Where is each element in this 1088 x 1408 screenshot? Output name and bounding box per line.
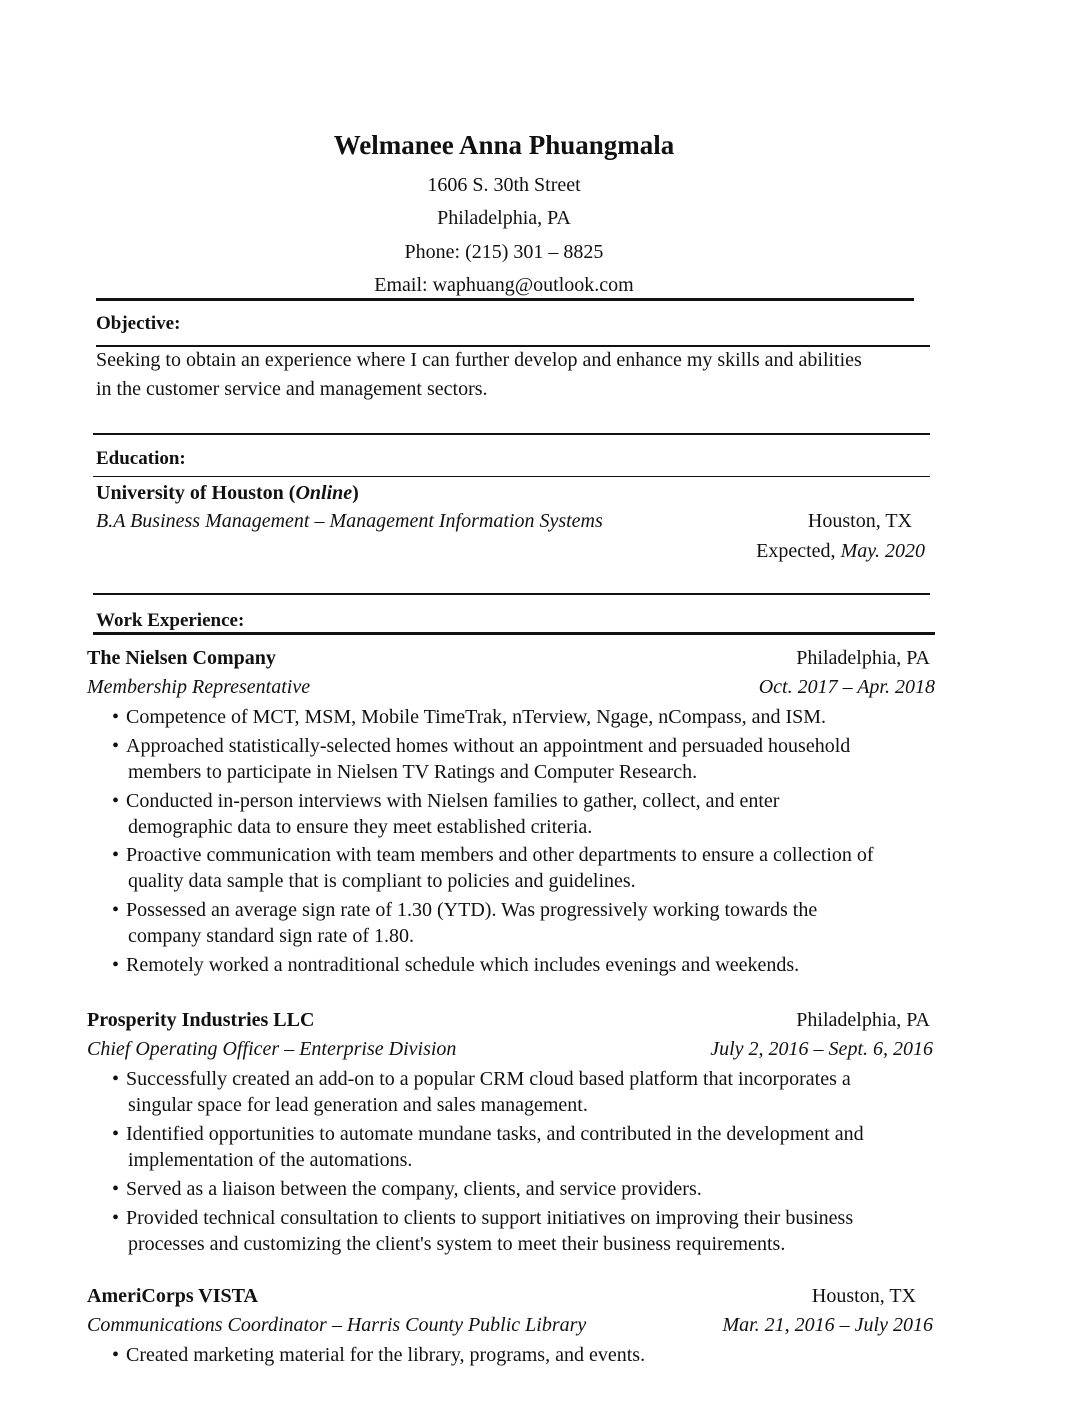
- company-name: AmeriCorps VISTA: [87, 1285, 258, 1307]
- company-name: The Nielsen Company: [87, 647, 276, 669]
- header-divider: [96, 298, 914, 301]
- company-name: Prosperity Industries LLC: [87, 1009, 315, 1031]
- job-bullet: • Provided technical consultation to clients to support initiatives on improving their business processes and customizing the client's system to meet their business requirements.: [112, 1207, 854, 1255]
- job-bullet: • Approached statistically-selected homes without an appointment and persuaded household members to participate in Nielsen TV Ratings and Computer Research.: [112, 735, 851, 783]
- work-divider: [93, 632, 935, 635]
- job-bullet: • Identified opportunities to automate mundane tasks, and contributed in the development and implementation of the automations.: [112, 1123, 864, 1171]
- objective-divider: [96, 345, 930, 347]
- job-location: Philadelphia, PA: [796, 1009, 930, 1031]
- job-bullet: • Successfully created an add-on to a popular CRM cloud based platform that incorporates a singular space for lead generation and sales management.: [112, 1068, 851, 1116]
- job-dates: Oct. 2017 – Apr. 2018: [758, 676, 935, 698]
- job-location: Philadelphia, PA: [796, 647, 930, 669]
- address-street: 1606 S. 30th Street: [427, 174, 581, 196]
- job-bullet: • Remotely worked a nontraditional schedule which includes evenings and weekends.: [112, 954, 800, 976]
- job-dates: Mar. 21, 2016 – July 2016: [722, 1314, 933, 1336]
- job-dates: July 2, 2016 – Sept. 6, 2016: [710, 1038, 933, 1060]
- email-address: Email: waphuang@outlook.com: [374, 274, 634, 296]
- education-heading: Education:: [96, 448, 186, 469]
- objective-heading: Objective:: [96, 313, 181, 334]
- job-title: Communications Coordinator – Harris County Public Library: [87, 1314, 587, 1336]
- school-name-line: University of Houston (Online): [96, 482, 359, 504]
- address-city: Philadelphia, PA: [437, 207, 571, 229]
- applicant-name: Welmanee Anna Phuangmala: [333, 130, 675, 160]
- job-bullet: • Competence of MCT, MSM, Mobile TimeTrak, nTerview, Ngage, nCompass, and ISM.: [112, 706, 827, 728]
- job-bullet: • Proactive communication with team members and other departments to ensure a collection of quality data sample that is compliant to policies and guidelines.: [112, 844, 874, 892]
- school-location: Houston, TX: [807, 510, 912, 532]
- work-top-rule: [93, 593, 930, 595]
- education-top-rule: [93, 433, 930, 435]
- study-mode: Online: [295, 482, 353, 504]
- objective-text-line-1: Seeking to obtain an experience where I can further develop and enhance my skills and abilities: [96, 349, 862, 371]
- job-bullet: • Served as a liaison between the company, clients, and service providers.: [112, 1178, 702, 1200]
- phone-number: Phone: (215) 301 – 8825: [404, 241, 604, 263]
- job-bullet: • Created marketing material for the library, programs, and events.: [112, 1344, 646, 1366]
- school-name: University of Houston: [96, 482, 284, 504]
- objective-text-line-2: in the customer service and management sectors.: [96, 378, 488, 400]
- degree-name: B.A Business Management – Management Information Systems: [96, 510, 603, 532]
- job-location: Houston, TX: [811, 1285, 916, 1307]
- job-bullet: • Conducted in-person interviews with Nielsen families to gather, collect, and enter demographic data to ensure they meet established criteria.: [112, 790, 780, 838]
- job-title: Membership Representative: [87, 676, 311, 698]
- education-divider: [93, 476, 930, 477]
- work-heading: Work Experience:: [96, 610, 245, 631]
- job-bullet: • Possessed an average sign rate of 1.30 (YTD). Was progressively working towards the company standard sign rate of 1.80.: [112, 899, 818, 947]
- job-title: Chief Operating Officer – Enterprise Division: [87, 1038, 457, 1060]
- graduation-date: Expected, May. 2020: [756, 540, 925, 562]
